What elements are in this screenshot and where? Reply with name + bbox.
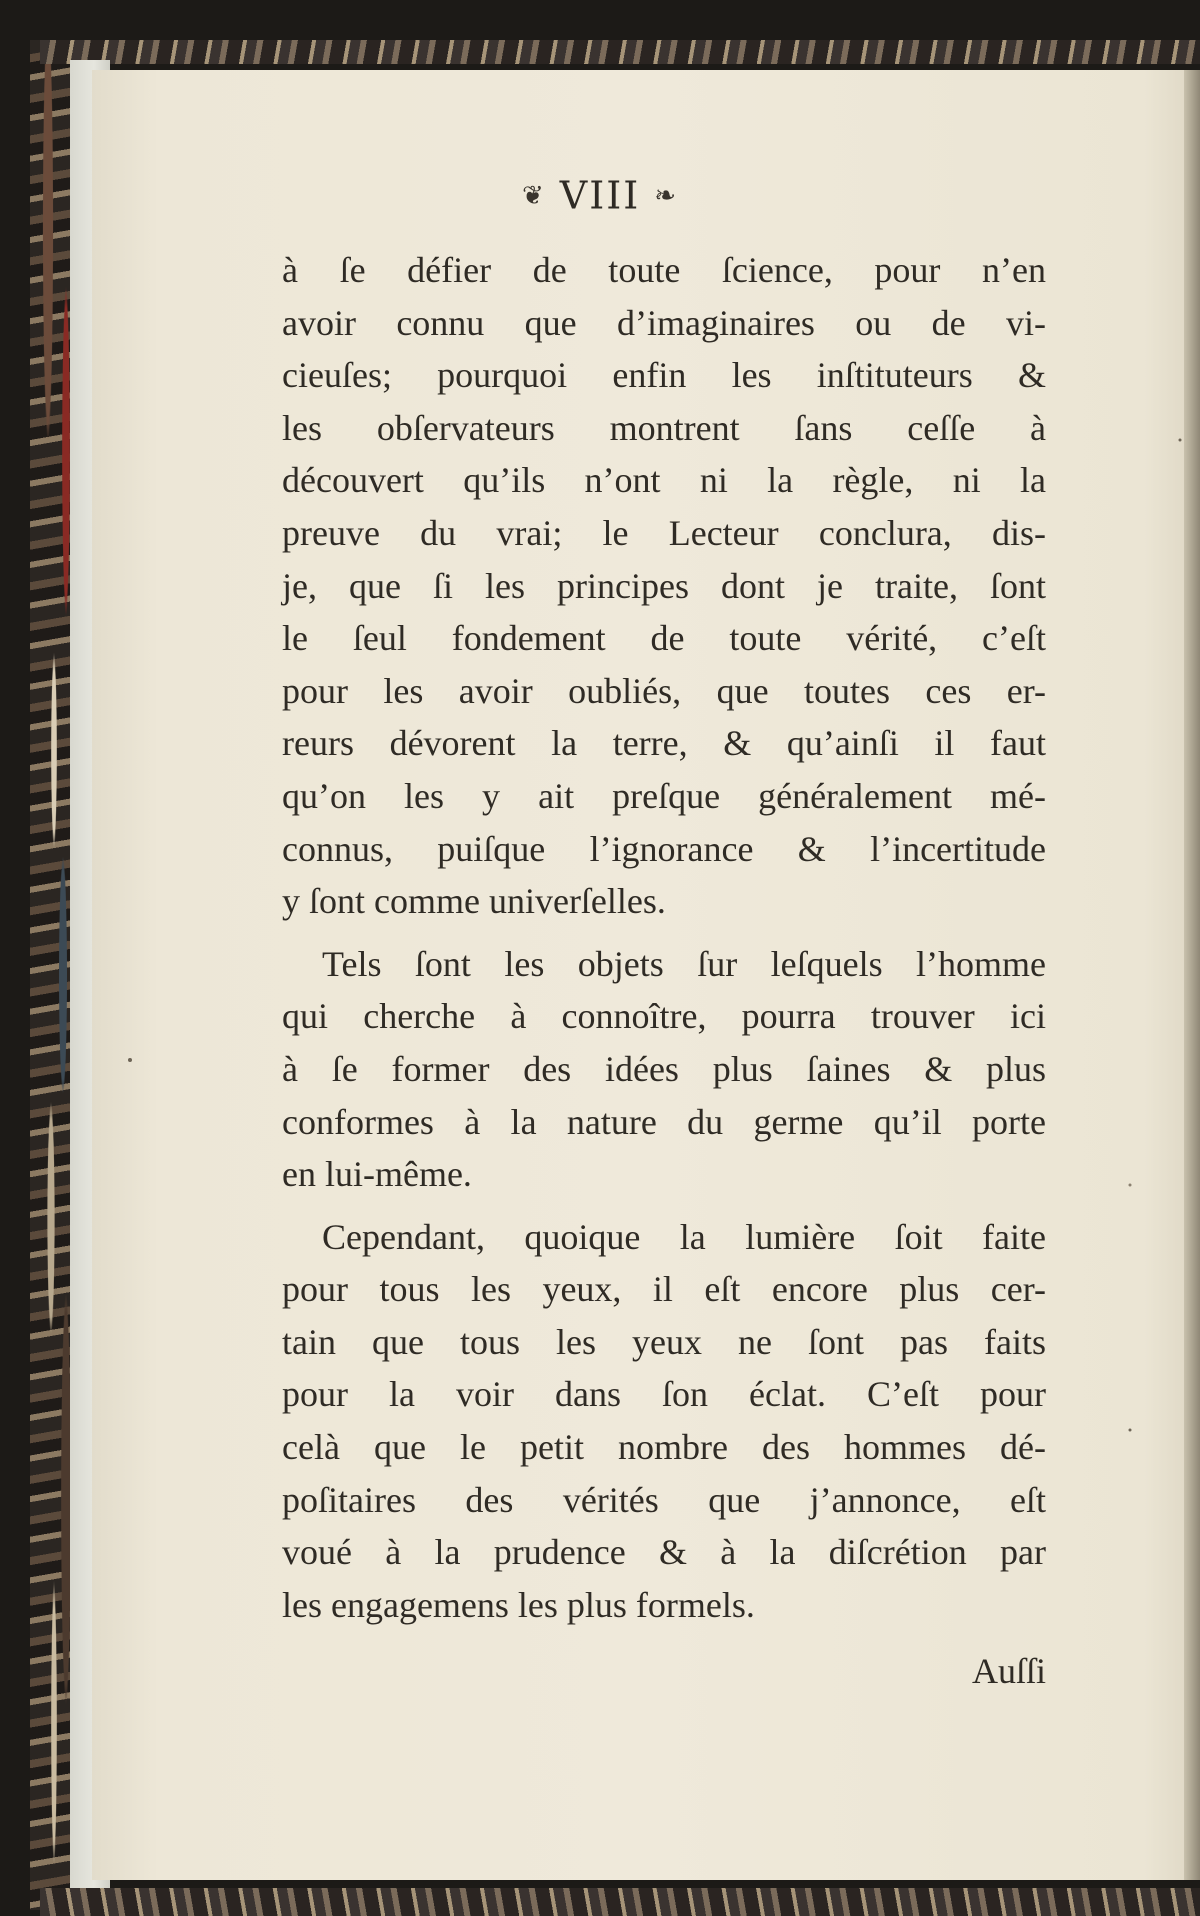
text-line: preuve du vrai; le Lecteur conclura, dis-: [282, 512, 1046, 553]
text-line: en lui-même.: [282, 1154, 472, 1195]
text-line: qu’on les y ait preſque généralement mé-: [282, 775, 1046, 816]
text-line: pour tous les yeux, il eſt encore plus cer-: [282, 1269, 1046, 1310]
page-header: [0, 170, 1200, 218]
paragraph: [282, 938, 1046, 1201]
text-line: découvert qu’ils n’ont ni la règle, ni la: [282, 460, 1046, 501]
text-line: pour la voir dans ſon éclat. C’eſt pour: [282, 1374, 1046, 1415]
body-text: [282, 244, 1046, 1631]
text-line: je, que ſi les principes dont je traite, ſont: [282, 565, 1046, 606]
text-line: voué à la prudence & à la diſcrétion par: [282, 1532, 1046, 1573]
text-line: Cependant, quoique la lumière ſoit faite: [322, 1216, 1046, 1257]
marbled-edge-top: [40, 40, 1200, 64]
ornament-right-icon: ❧: [654, 180, 679, 211]
text-line: celà que le petit nombre des hommes dé-: [282, 1427, 1046, 1468]
page-edge-right: [1184, 70, 1200, 1880]
text-line: pour les avoir oubliés, que toutes ces er-: [282, 670, 1046, 711]
paragraph: [282, 1211, 1046, 1632]
text-line: avoir connu que d’imaginaires ou de vi-: [282, 302, 1046, 343]
text-line: cieuſes; pourquoi enfin les inſtituteurs &: [282, 355, 1046, 396]
text-line: tain que tous les yeux ne ſont pas faits: [282, 1321, 1046, 1362]
text-line: les obſervateurs montrent ſans ceſſe à: [282, 407, 1046, 448]
text-line: y ſont comme univerſelles.: [282, 881, 666, 922]
text-line: connus, puiſque l’ignorance & l’incertitude: [282, 828, 1046, 869]
text-line: à ſe former des idées plus ſaines & plus: [282, 1048, 1046, 1089]
text-line: les engagemens les plus formels.: [282, 1584, 755, 1625]
page-number: VIII: [559, 173, 641, 218]
text-line: qui cherche à connoître, pourra trouver ici: [282, 996, 1046, 1037]
catchword: Auſſi: [971, 1651, 1046, 1691]
marbled-edge-bottom: [40, 1888, 1200, 1916]
text-line: à ſe défier de toute ſcience, pour n’en: [282, 250, 1046, 290]
text-line: reurs dévorent la terre, & qu’ainſi il faut: [282, 723, 1046, 764]
paragraph: [282, 244, 1046, 928]
ornament-left-icon: ❦: [521, 180, 546, 211]
text-line: Tels ſont les objets ſur leſquels l’homme: [322, 943, 1046, 984]
text-line: le ſeul fondement de toute vérité, c’eſt: [282, 618, 1046, 659]
text-line: poſitaires des vérités que j’annonce, eſt: [282, 1479, 1046, 1520]
text-line: conformes à la nature du germe qu’il porte: [282, 1101, 1046, 1142]
